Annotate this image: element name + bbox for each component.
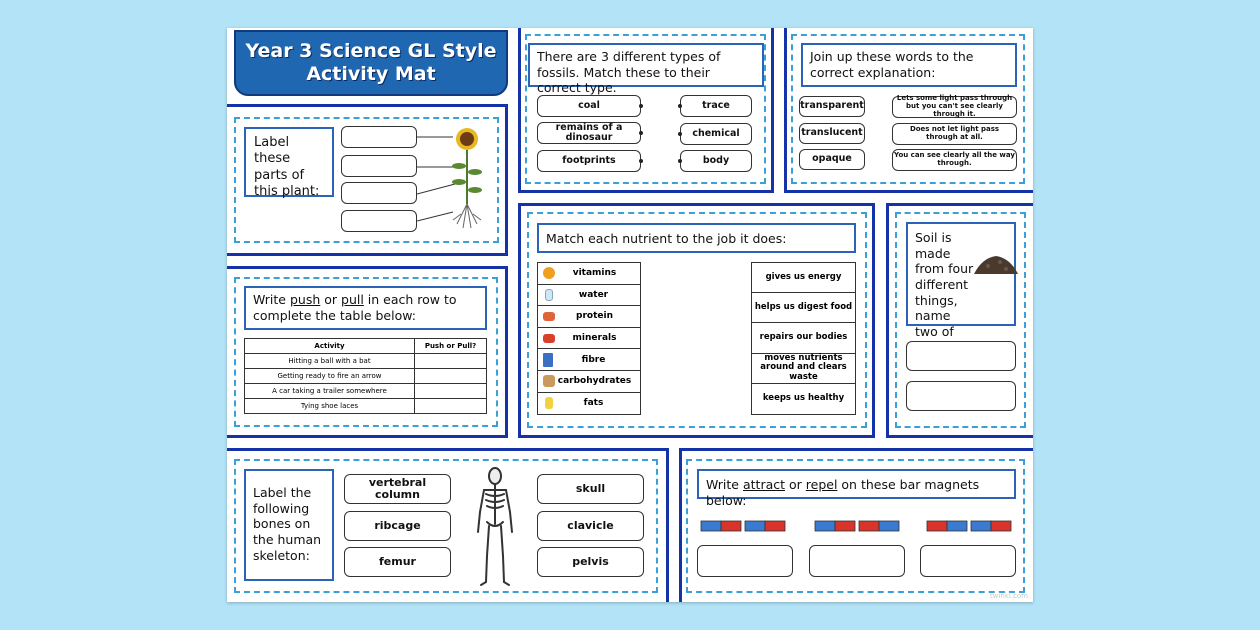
nutrient-label: fibre (581, 354, 606, 365)
fossil-dot[interactable] (678, 104, 682, 108)
fossil-item-footprints[interactable]: footprints (537, 150, 641, 172)
push-word: push (289, 292, 321, 307)
plant-label-blank-3[interactable] (341, 182, 417, 204)
plant-label-blank-1[interactable] (341, 126, 417, 148)
soil-pile-icon (972, 252, 1020, 276)
sunflower-illustration (417, 124, 497, 234)
magnets-prompt (697, 469, 1016, 508)
nutrient-row[interactable] (538, 349, 640, 371)
water-icon (545, 289, 553, 301)
bone-label-vertebral-column[interactable]: vertebral column (344, 474, 451, 504)
magnet-answer-blank-3[interactable] (920, 545, 1016, 577)
magnets-or-word: or (785, 477, 806, 492)
nutrient-label: water (578, 289, 609, 300)
fossil-dot[interactable] (639, 104, 643, 108)
magnet-pair-2 (815, 521, 899, 531)
fossil-type-trace[interactable]: trace (680, 95, 752, 117)
fossil-item-coal[interactable]: coal (537, 95, 641, 117)
explanation-no-light[interactable]: Does not let light pass through at all. (892, 123, 1017, 145)
magnet-answer-blank-2[interactable] (809, 545, 905, 577)
job-item[interactable]: gives us energy (752, 263, 855, 293)
push-prompt-pre: Write (253, 292, 290, 307)
nutrient-row[interactable] (538, 263, 640, 285)
magnet-answer-blank-1[interactable] (697, 545, 793, 577)
title-line-1: Year 3 Science GL Style (245, 40, 497, 62)
activity-cell: Hitting a ball with a bat (245, 354, 415, 369)
table-row (245, 369, 487, 384)
fossil-type-chemical[interactable]: chemical (680, 123, 752, 145)
nutrient-row[interactable] (538, 328, 640, 350)
word-translucent[interactable]: translucent (799, 123, 865, 144)
words-prompt: Join up these words to the correct explanation: (801, 43, 1017, 87)
bone-label-clavicle[interactable]: clavicle (537, 511, 644, 541)
title-line-2: Activity Mat (306, 62, 436, 85)
magnet-pair-3 (927, 521, 1011, 531)
skeleton-illustration (470, 466, 520, 588)
fossil-dot[interactable] (678, 132, 682, 136)
nutrient-row[interactable] (538, 393, 640, 415)
nutrient-row[interactable] (538, 306, 640, 328)
skeleton-prompt: Label the following bones on the human skeleton: (244, 469, 334, 581)
bone-label-pelvis[interactable]: pelvis (537, 547, 644, 577)
nutrient-label: carbohydrates (557, 376, 632, 387)
fossil-dot[interactable] (639, 131, 643, 135)
magnets-prompt-pre: Write (706, 477, 743, 492)
push-prompt-post: in each row to complete the table below: (253, 292, 457, 323)
nutrients-prompt: Match each nutrient to the job it does: (537, 223, 856, 253)
column-header-push-or-pull: Push or Pull? (415, 339, 487, 354)
explanation-some-light[interactable]: Lets some light pass through but you can't see clearly through it. (892, 96, 1017, 118)
nutrient-row[interactable] (538, 285, 640, 307)
job-item[interactable]: helps us digest food (752, 293, 855, 323)
nutrient-label: minerals (572, 333, 617, 344)
activity-cell: A car taking a trailer somewhere (245, 384, 415, 399)
repel-word: repel (805, 477, 838, 492)
soil-prompt: Soil is made from four different things, name two of (906, 222, 1016, 326)
fibre-icon (543, 353, 553, 367)
answer-cell[interactable] (415, 384, 487, 399)
protein-icon (543, 312, 555, 321)
activity-cell: Getting ready to fire an arrow (245, 369, 415, 384)
carbohydrates-icon (543, 375, 555, 387)
fossil-type-body[interactable]: body (680, 150, 752, 172)
bone-label-skull[interactable]: skull (537, 474, 644, 504)
soil-answer-blank-1[interactable] (906, 341, 1016, 371)
bar-magnets (700, 519, 1016, 533)
table-row (245, 354, 487, 369)
nutrient-list (537, 262, 641, 415)
plant-prompt: Label these parts of this plant: (244, 127, 334, 197)
activity-cell: Tying shoe laces (245, 399, 415, 414)
vitamins-icon (543, 267, 555, 279)
word-opaque[interactable]: opaque (799, 149, 865, 170)
soil-answer-blank-2[interactable] (906, 381, 1016, 411)
push-pull-table (244, 338, 487, 414)
job-list (751, 262, 856, 415)
word-transparent[interactable]: transparent (799, 96, 865, 117)
fats-icon (545, 397, 553, 409)
fossil-dot[interactable] (678, 159, 682, 163)
bone-label-ribcage[interactable]: ribcage (344, 511, 451, 541)
push-or-word: or (320, 292, 342, 307)
job-item[interactable]: moves nutrients around and clears waste (752, 354, 855, 384)
minerals-icon (543, 334, 555, 343)
table-row (245, 384, 487, 399)
nutrient-label: protein (576, 311, 613, 322)
attract-word: attract (742, 477, 786, 492)
push-pull-prompt (244, 286, 487, 330)
job-item[interactable]: repairs our bodies (752, 323, 855, 353)
table-row (245, 399, 487, 414)
fossil-dot[interactable] (639, 159, 643, 163)
column-header-activity: Activity (245, 339, 415, 354)
bone-label-femur[interactable]: femur (344, 547, 451, 577)
answer-cell[interactable] (415, 399, 487, 414)
nutrient-label: fats (583, 398, 604, 409)
explanation-see-clearly[interactable]: You can see clearly all the way through. (892, 149, 1017, 171)
nutrient-label: vitamins (572, 268, 617, 279)
plant-label-blank-2[interactable] (341, 155, 417, 177)
page-title (234, 30, 508, 96)
magnet-pair-1 (701, 521, 785, 531)
fossil-item-remains-of-a-dinosaur[interactable]: remains of a dinosaur (537, 122, 641, 144)
table-header-row (245, 339, 487, 354)
watermark: twinkl.com (989, 592, 1028, 600)
answer-cell[interactable] (415, 369, 487, 384)
answer-cell[interactable] (415, 354, 487, 369)
plant-label-blank-4[interactable] (341, 210, 417, 232)
fossils-prompt: There are 3 different types of fossils. Match these to their correct type. (528, 43, 764, 87)
magnets-prompt-post: on these bar magnets below: (706, 477, 980, 508)
pull-word: pull (341, 292, 364, 307)
nutrient-row[interactable] (538, 371, 640, 393)
job-item[interactable]: keeps us healthy (762, 393, 845, 404)
